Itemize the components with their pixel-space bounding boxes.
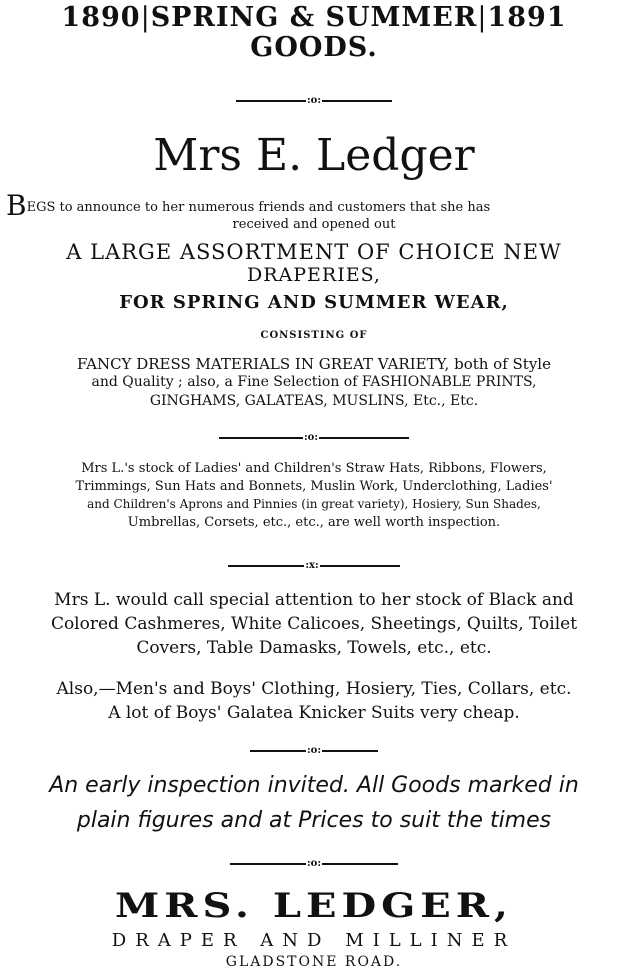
- footer-trade: DRAPER AND MILLINER: [111, 930, 517, 951]
- consisting-of: CONSISTING OF: [260, 330, 368, 341]
- proprietor-name: Mrs E. Ledger: [153, 130, 475, 181]
- special-line-3: Covers, Table Damasks, Towels, etc., etc.: [136, 638, 492, 658]
- also-line-1: Also,—Men's and Boys' Clothing, Hosiery, Ties, Collars, etc.: [56, 679, 572, 699]
- headline-line-2: DRAPERIES,: [247, 264, 381, 286]
- year-left: 1890: [61, 2, 141, 33]
- header-rule-right: |: [477, 2, 488, 33]
- header-title: SPRING & SUMMER: [150, 2, 478, 33]
- also-line-2: A lot of Boys' Galatea Knicker Suits very cheap.: [108, 703, 520, 723]
- header-subtitle: GOODS.: [250, 32, 378, 63]
- headline-line-3: FOR SPRING AND SUMMER WEAR,: [119, 292, 509, 313]
- footer-name: MRS. LEDGER,: [115, 885, 513, 926]
- fancy-line-2: and Quality ; also, a Fine Selection of FASHIONABLE PRINTS,: [91, 374, 537, 390]
- divider-4: :o:: [0, 745, 628, 756]
- year-right: 1891: [487, 2, 567, 33]
- footer-address: GLADSTONE ROAD.: [225, 954, 403, 970]
- drop-cap: B: [6, 189, 27, 222]
- fancy-line-1: FANCY DRESS MATERIALS IN GREAT VARIETY, both of Style: [77, 355, 551, 373]
- divider-1: :o:: [0, 95, 628, 106]
- intro-text: BEGS to announce to her numerous friends and customers that she has: [6, 189, 491, 222]
- fancy-line-3: GINGHAMS, GALATEAS, MUSLINS, Etc., Etc.: [149, 393, 479, 409]
- divider-3: :x:: [0, 560, 628, 571]
- special-line-1: Mrs L. would call special attention to her stock of Black and: [54, 590, 574, 610]
- header-title-line: [0, 2, 628, 33]
- stock-line-2: Trimmings, Sun Hats and Bonnets, Muslin Work, Underclothing, Ladies': [75, 479, 553, 494]
- stock-line-1: Mrs L.'s stock of Ladies' and Children's Straw Hats, Ribbons, Flowers,: [81, 461, 547, 476]
- invitation-line-2: plain figures and at Prices to suit the times: [76, 808, 552, 833]
- special-line-2: Colored Cashmeres, White Calicoes, Sheetings, Quilts, Toilet: [50, 614, 578, 634]
- headline-line-1: A LARGE ASSORTMENT OF CHOICE NEW: [66, 240, 562, 264]
- intro-line-2: received and opened out: [232, 217, 396, 232]
- invitation-line-1: An early inspection invited. All Goods marked in: [49, 773, 579, 798]
- stock-line-4: Umbrellas, Corsets, etc., etc., are well worth inspection.: [127, 515, 501, 530]
- divider-5: :o:: [0, 858, 628, 869]
- divider-2: :o:: [0, 432, 628, 443]
- stock-line-3: and Children's Aprons and Pinnies (in great variety), Hosiery, Sun Shades,: [87, 497, 541, 511]
- header-rule-left: |: [140, 2, 151, 33]
